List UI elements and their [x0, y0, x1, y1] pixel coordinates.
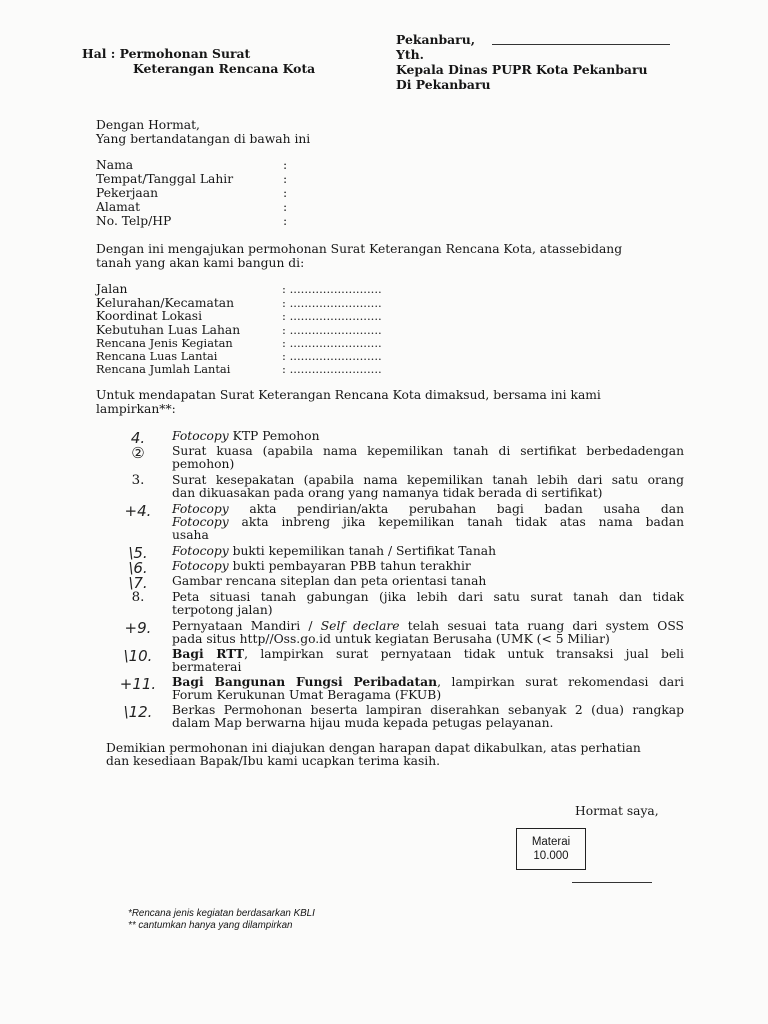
regards-text: Hormat saya, — [575, 804, 659, 818]
land-field-label: Kebutuhan Luas Lahan — [96, 323, 241, 337]
attachment-item-line: Forum Kerukunan Umat Beragama (FKUB) — [172, 687, 442, 702]
signature-line — [572, 882, 652, 883]
attachment-item — [172, 676, 684, 702]
attachment-item-line: Fotocopy akta inbreng jika kepemilikan tanah tidak atas nama badan — [172, 514, 684, 529]
land-field-label: Koordinat Lokasi — [96, 309, 203, 323]
yth-label: Yth. — [396, 47, 424, 62]
attachment-item-line: Fotocopy KTP Pemohon — [172, 429, 320, 443]
attachment-item-line: Fotocopy akta pendirian/akta perubahan bagi badan usaha dan — [172, 502, 684, 516]
attachment-item-line: usaha — [172, 527, 209, 542]
attachment-number: 8. — [131, 590, 145, 605]
attachment-item — [172, 620, 684, 646]
attachment-number: 4. — [130, 429, 146, 447]
attachment-item-line: Fotocopy bukti pembayaran PBB tahun terakhir — [172, 559, 471, 573]
identity-colon: : — [283, 200, 288, 214]
attachment-number: +4. — [124, 502, 152, 520]
land-field-label: Kelurahan/Kecamatan — [96, 296, 235, 310]
attachment-item-line: pemohon) — [172, 456, 235, 471]
attachment-item-line: Surat kesepakatan (apabila nama kepemilikan tanah lebih dari satu orang — [172, 473, 684, 487]
attachment-item-line: Berkas Permohonan beserta lampiran diserahkan sebanyak 2 (dua) rangkap — [172, 703, 684, 717]
attachment-item-line: Fotocopy bukti kepemilikan tanah / Sertifikat Tanah — [172, 544, 497, 558]
intro-line-1: Dengan ini mengajukan permohonan Surat Keterangan Rencana Kota, atassebidang — [96, 242, 623, 256]
attachment-number: +9. — [124, 619, 152, 637]
materai-value: 10.000 — [533, 850, 569, 862]
identity-colon: : — [283, 214, 288, 228]
footnote-1: *Rencana jenis kegiatan berdasarkan KBLI — [128, 908, 315, 919]
recipient-line-1: Kepala Dinas PUPR Kota Pekanbaru — [396, 62, 648, 77]
land-field-value: : ......................... — [282, 323, 382, 337]
attachment-item — [172, 704, 684, 730]
land-field-label: Rencana Jenis Kegiatan — [96, 336, 233, 350]
attachment-item-line: Bagi RTT, lampirkan surat pernyataan tidak untuk transaksi jual beli — [172, 646, 684, 661]
attachment-item — [172, 430, 684, 443]
attachment-number: ② — [131, 444, 145, 462]
footnote-2: ** cantumkan hanya yang dilampirkan — [128, 920, 293, 931]
attachment-item-line: Pernyataan Mandiri / Self declare telah sesuai tata ruang dari system OSS — [172, 619, 684, 633]
land-field-label: Rencana Jumlah Lantai — [96, 362, 231, 376]
place-date: Pekanbaru, — [396, 32, 476, 47]
greeting-line-1: Dengan Hormat, — [96, 118, 200, 132]
greeting-line-2: Yang bertandatangan di bawah ini — [96, 132, 311, 146]
subject-line-1: Hal : Permohonan Surat — [82, 46, 251, 61]
land-field-value: : ......................... — [282, 282, 382, 296]
attachment-number: \7. — [128, 574, 148, 592]
land-field-value: : ......................... — [282, 349, 382, 363]
identity-label: Alamat — [96, 200, 141, 214]
subject-line-2: Keterangan Rencana Kota — [133, 61, 316, 76]
attachment-item-line: dalam Map berwarna hijau muda kepada petugas pelayanan. — [172, 715, 554, 730]
land-field-label: Jalan — [96, 282, 128, 296]
identity-label: Nama — [96, 158, 134, 172]
attachments-intro-line-2: lampirkan**: — [96, 402, 176, 416]
materai-stamp-box — [516, 828, 586, 870]
attachment-item-line: Gambar rencana siteplan dan peta orientasi tanah — [172, 574, 487, 588]
attachment-number: \12. — [123, 703, 153, 721]
identity-label: Pekerjaan — [96, 186, 159, 200]
attachment-item — [172, 591, 684, 617]
closing-line-2: dan kesediaan Bapak/Ibu kami ucapkan terima kasih. — [106, 754, 441, 768]
attachment-item-line: Peta situasi tanah gabungan (jika lebih dari satu surat tanah dan tidak — [172, 590, 684, 604]
identity-colon: : — [283, 186, 288, 200]
attachment-item — [172, 445, 684, 471]
recipient-line-2: Di Pekanbaru — [396, 77, 491, 92]
attachments-intro-line-1: Untuk mendapatan Surat Keterangan Rencana Kota dimaksud, bersama ini kami — [96, 388, 601, 402]
attachment-item — [172, 474, 684, 500]
attachment-number: \5. — [128, 544, 148, 562]
materai-label: Materai — [531, 836, 571, 848]
attachment-item — [172, 575, 684, 588]
land-field-value: : ......................... — [282, 362, 382, 376]
land-field-value: : ......................... — [282, 309, 382, 323]
land-field-value: : ......................... — [282, 296, 382, 310]
attachment-item-line: terpotong jalan) — [172, 602, 273, 617]
attachment-item-line: Bagi Bangunan Fungsi Peribadatan, lampirkan surat rekomendasi dari — [172, 674, 684, 689]
attachment-item-line: Surat kuasa (apabila nama kepemilikan tanah di sertifikat berbedadengan — [172, 444, 684, 458]
attachment-number: \6. — [128, 559, 148, 577]
attachment-item — [172, 560, 684, 573]
identity-label: No. Telp/HP — [96, 214, 172, 228]
attachment-item-line: dan dikuasakan pada orang yang namanya tidak berada di sertifikat) — [172, 485, 603, 500]
intro-line-2: tanah yang akan kami bangun di: — [96, 256, 305, 270]
identity-colon: : — [283, 158, 288, 172]
land-field-value: : ......................... — [282, 336, 382, 350]
attachment-item — [172, 503, 684, 541]
land-field-label: Rencana Luas Lantai — [96, 349, 218, 363]
attachment-item — [172, 545, 684, 558]
attachment-number: 3. — [131, 473, 145, 488]
attachment-number: \10. — [123, 647, 153, 665]
date-blank-line — [492, 44, 670, 45]
attachment-number: +11. — [119, 675, 157, 693]
attachment-item — [172, 648, 684, 674]
closing-line-1: Demikian permohonan ini diajukan dengan harapan dapat dikabulkan, atas perhatian — [106, 741, 641, 755]
attachment-item-line: pada situs http//Oss.go.id untuk kegiatan Berusaha (UMK (< 5 Miliar) — [172, 631, 610, 646]
identity-colon: : — [283, 172, 288, 186]
identity-label: Tempat/Tanggal Lahir — [96, 172, 234, 186]
attachment-item-line: bermaterai — [172, 659, 242, 674]
